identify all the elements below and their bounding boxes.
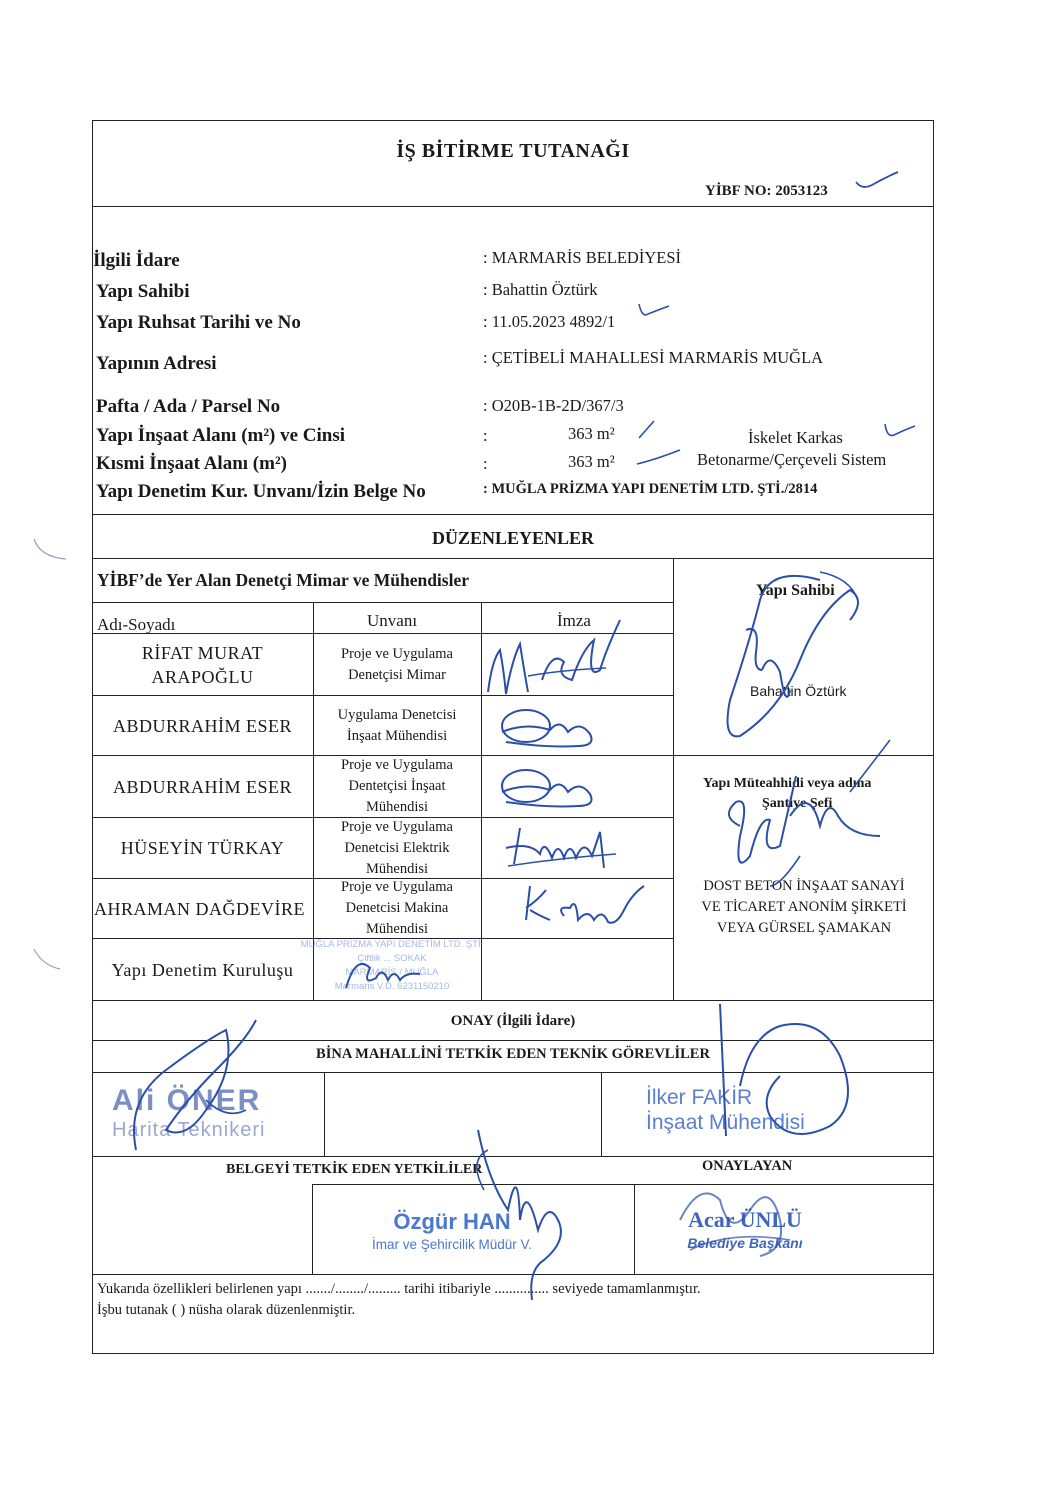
check-mark-icon xyxy=(636,418,658,440)
info-colon: : xyxy=(483,454,488,473)
margin-mark xyxy=(30,945,70,975)
table-row xyxy=(92,818,313,878)
column-header-imza: İmza xyxy=(557,611,591,630)
section-divider xyxy=(92,514,934,515)
company-stamp: MUĞLA PRİZMA YAPI DENETİM LTD. ŞTİ. Çiftlik ... SOKAK MARMARİS / MUĞLA Marmaris V.D. 6231150210 xyxy=(300,939,484,992)
muteahhit-company: DOST BETON İNŞAAT SANAYİ VE TİCARET ANONİM ŞİRKETİ VEYA GÜRSEL ŞAMAKAN xyxy=(701,878,907,936)
yapi-sahibi-name: Bahattin Öztürk xyxy=(750,683,847,699)
check-mark-icon xyxy=(852,168,902,192)
inspector-name: ARAPOĞLU xyxy=(151,666,254,687)
onaylayan-title: ONAYLAYAN xyxy=(702,1158,793,1174)
check-mark-icon xyxy=(636,300,672,322)
signature-abdurrahim-2 xyxy=(496,762,606,812)
info-label-yapi-denetim: Yapı Denetim Kur. Unvanı/İzin Belge No xyxy=(96,481,426,502)
info-value-insaat-alani: 363 m² xyxy=(568,424,615,443)
signature-yapi-sahibi xyxy=(700,560,880,760)
header-divider xyxy=(92,206,934,207)
check-mark-icon xyxy=(634,448,684,468)
teknik-gorevliler-title: BİNA MAHALLİNİ TETKİK EDEN TEKNİK GÖREVLİLER xyxy=(316,1046,710,1062)
inspector-name: HÜSEYİN TÜRKAY xyxy=(120,838,285,858)
yapi-sahibi-title: Yapı Sahibi xyxy=(756,582,835,599)
duzenleyenler-title: DÜZENLEYENLER xyxy=(431,528,595,548)
table-row xyxy=(92,696,313,755)
info-label-ilgili-idare: İlgili İdare xyxy=(93,250,180,271)
inspector-title: Proje ve Uygulama Denetçisi Mimar xyxy=(341,645,453,683)
column-header-adi-soyadi: Adı-Soyadı xyxy=(97,615,176,634)
info-value-yapi-sahibi: : Bahattin Öztürk xyxy=(483,280,598,299)
column-header-unvani: Unvanı xyxy=(367,611,418,630)
info-value-kismi-cinsi: Betonarme/Çerçeveli Sistem xyxy=(697,450,887,469)
stamp-ali-oner: Ali ÖNER Harita Teknikeri xyxy=(112,1084,266,1141)
table-row xyxy=(92,756,313,817)
info-label-pafta: Pafta / Ada / Parsel No xyxy=(96,396,281,417)
signature-ilker-fakir xyxy=(690,996,880,1156)
onay-title: ONAY (İlgili İdare) xyxy=(450,1013,576,1029)
stamp-acar-unlu: Acar ÜNLÜ Belediye Başkanı xyxy=(687,1207,803,1251)
page-title: İŞ BİTİRME TUTANAĞI xyxy=(396,140,630,162)
table-row xyxy=(92,879,313,938)
signature-abdurrahim-1 xyxy=(496,702,606,752)
info-value-ilgili-idare: : MARMARİS BELEDİYESİ xyxy=(483,248,682,267)
santiye-sefi-title: Şantiye Şefi xyxy=(762,796,833,811)
margin-mark xyxy=(30,535,70,565)
yibf-number: YİBF NO: 2053123 xyxy=(705,183,828,199)
inspector-title: Proje ve Uygulama Denetcisi Makina Mühendisi xyxy=(341,879,453,937)
info-value-pafta: : O20B-1B-2D/367/3 xyxy=(483,396,624,415)
inspector-title: Proje ve Uygulama Dentetçisi İnşaat Mühendisi xyxy=(341,757,453,815)
signature-ahraman xyxy=(516,880,656,936)
stamp-ilker-fakir: İlker FAKİR İnşaat Mühendisi xyxy=(646,1086,805,1134)
yapi-denetim-kurulusu-label: Yapı Denetim Kuruluşu xyxy=(111,959,294,980)
info-label-ruhsat: Yapı Ruhsat Tarihi ve No xyxy=(96,312,301,333)
belge-tetkik-title: BELGEYİ TETKİK EDEN YETKİLİLER xyxy=(226,1162,483,1177)
inspector-name: ABDURRAHİM ESER xyxy=(112,715,293,736)
signature-acar-unlu xyxy=(660,1160,820,1270)
denetci-section-title: YİBF’de Yer Alan Denetçi Mimar ve Mühendisler xyxy=(97,570,469,590)
table-row xyxy=(92,634,313,695)
info-value-insaat-cinsi: İskelet Karkas xyxy=(748,428,843,447)
inspector-title: Uygulama Denetcisi İnşaat Mühendisi xyxy=(337,706,457,744)
info-value-ruhsat: : 11.05.2023 4892/1 xyxy=(483,312,616,331)
signature-huseyin xyxy=(500,818,620,878)
info-value-adres: : ÇETİBELİ MAHALLESİ MARMARİS MUĞLA xyxy=(483,348,824,367)
stamp-ozgur-han: Özgür HAN İmar ve Şehircilik Müdür V. xyxy=(371,1209,533,1252)
signature-ali-oner xyxy=(96,1010,286,1160)
inspector-title: Proje ve Uygulama Denetcisi Elektrik Mühendisi xyxy=(341,818,453,877)
footer-copy-count-text: İşbu tutanak ( ) nüsha olarak düzenlenmiştir. xyxy=(97,1302,356,1318)
signature-muteahhit xyxy=(700,736,900,896)
signature-rifat xyxy=(482,610,632,700)
signature-kurulus xyxy=(336,948,426,998)
info-value-kismi-alan: 363 m² xyxy=(568,452,615,471)
info-label-insaat-alani: Yapı İnşaat Alanı (m²) ve Cinsi xyxy=(96,425,346,446)
muteahhit-title: Yapı Müteahhidi veya adına xyxy=(703,776,872,791)
inspector-name: AHRAMAN DAĞDEVİRE xyxy=(94,898,305,919)
info-label-yapi-sahibi: Yapı Sahibi xyxy=(96,281,190,302)
section-divider xyxy=(92,558,934,559)
inspector-name: RİFAT MURAT xyxy=(141,642,264,663)
check-mark-icon xyxy=(882,420,918,442)
inspector-name: ABDURRAHİM ESER xyxy=(112,776,293,797)
footer-completion-text: Yukarıda özellikleri belirlenen yapı ......./......../......... tarihi itibariyle ............... seviyede tamamlanmıştır. xyxy=(97,1281,701,1297)
info-label-adres: Yapının Adresi xyxy=(96,353,217,374)
info-label-kismi: Kısmi İnşaat Alanı (m²) xyxy=(96,453,287,474)
info-value-yapi-denetim: : MUĞLA PRİZMA YAPI DENETİM LTD. ŞTİ./2814 xyxy=(483,481,818,497)
info-colon: : xyxy=(483,426,488,445)
